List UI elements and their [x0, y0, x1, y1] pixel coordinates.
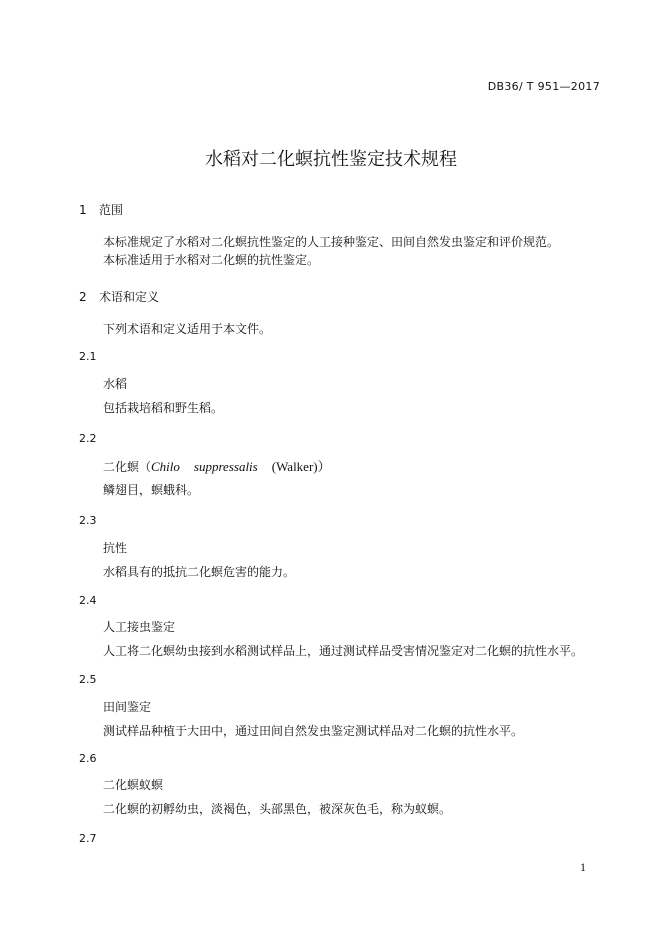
- term-title: [103, 456, 331, 475]
- page-number: 1: [580, 860, 586, 874]
- scope-paragraph-2: 本标准适用于水稻对二化螟的抗性鉴定。: [103, 253, 320, 267]
- doc-code: DB36/ T 951—2017: [487, 80, 600, 93]
- term-title: 田间鉴定: [103, 700, 152, 714]
- clause-number: 2.5: [79, 673, 97, 686]
- clause-number: 2.2: [79, 432, 97, 445]
- clause-number: 2.7: [79, 832, 97, 845]
- term-author: (Walker)）: [271, 459, 331, 474]
- scope-paragraph-1: 本标准规定了水稻对二化螟抗性鉴定的人工接种鉴定、田间自然发虫鉴定和评价规范。: [103, 235, 560, 249]
- term-chinese: 二化螟（: [103, 460, 152, 474]
- term-title: 二化螟蚁螟: [103, 778, 164, 792]
- term-definition: 测试样品种植于大田中，通过田间自然发虫鉴定测试样品对二化螟的抗性水平。: [103, 724, 524, 738]
- term-definition: 鳞翅目，螟蛾科。: [103, 483, 200, 497]
- section-1-heading: [79, 201, 123, 218]
- terms-intro: 下列术语和定义适用于本文件。: [103, 322, 272, 336]
- clause-number: 2.3: [79, 514, 97, 527]
- term-latin-species: suppressalis: [193, 459, 258, 474]
- term-definition: 二化螟的初孵幼虫，淡褐色，头部黑色，被深灰色毛，称为蚁螟。: [103, 802, 452, 816]
- clause-number: 2.4: [79, 594, 97, 607]
- section-number: 2: [79, 290, 87, 304]
- term-definition: 包括栽培稻和野生稻。: [103, 401, 224, 415]
- page-title: 水稻对二化螟抗性鉴定技术规程: [205, 149, 457, 170]
- clause-number: 2.1: [79, 350, 97, 363]
- term-title: 水稻: [103, 377, 128, 391]
- term-definition: 水稻具有的抵抗二化螟危害的能力。: [103, 565, 296, 579]
- section-2-heading: [79, 288, 159, 305]
- term-definition: 人工将二化螟幼虫接到水稻测试样品上，通过测试样品受害情况鉴定对二化螟的抗性水平。: [103, 644, 584, 658]
- term-title: 抗性: [103, 541, 128, 555]
- section-title: 范围: [99, 203, 124, 217]
- term-latin-genus: Chilo: [151, 459, 180, 474]
- clause-number: 2.6: [79, 752, 97, 765]
- section-number: 1: [79, 203, 87, 217]
- term-title: 人工接虫鉴定: [103, 620, 176, 634]
- section-title: 术语和定义: [99, 290, 160, 304]
